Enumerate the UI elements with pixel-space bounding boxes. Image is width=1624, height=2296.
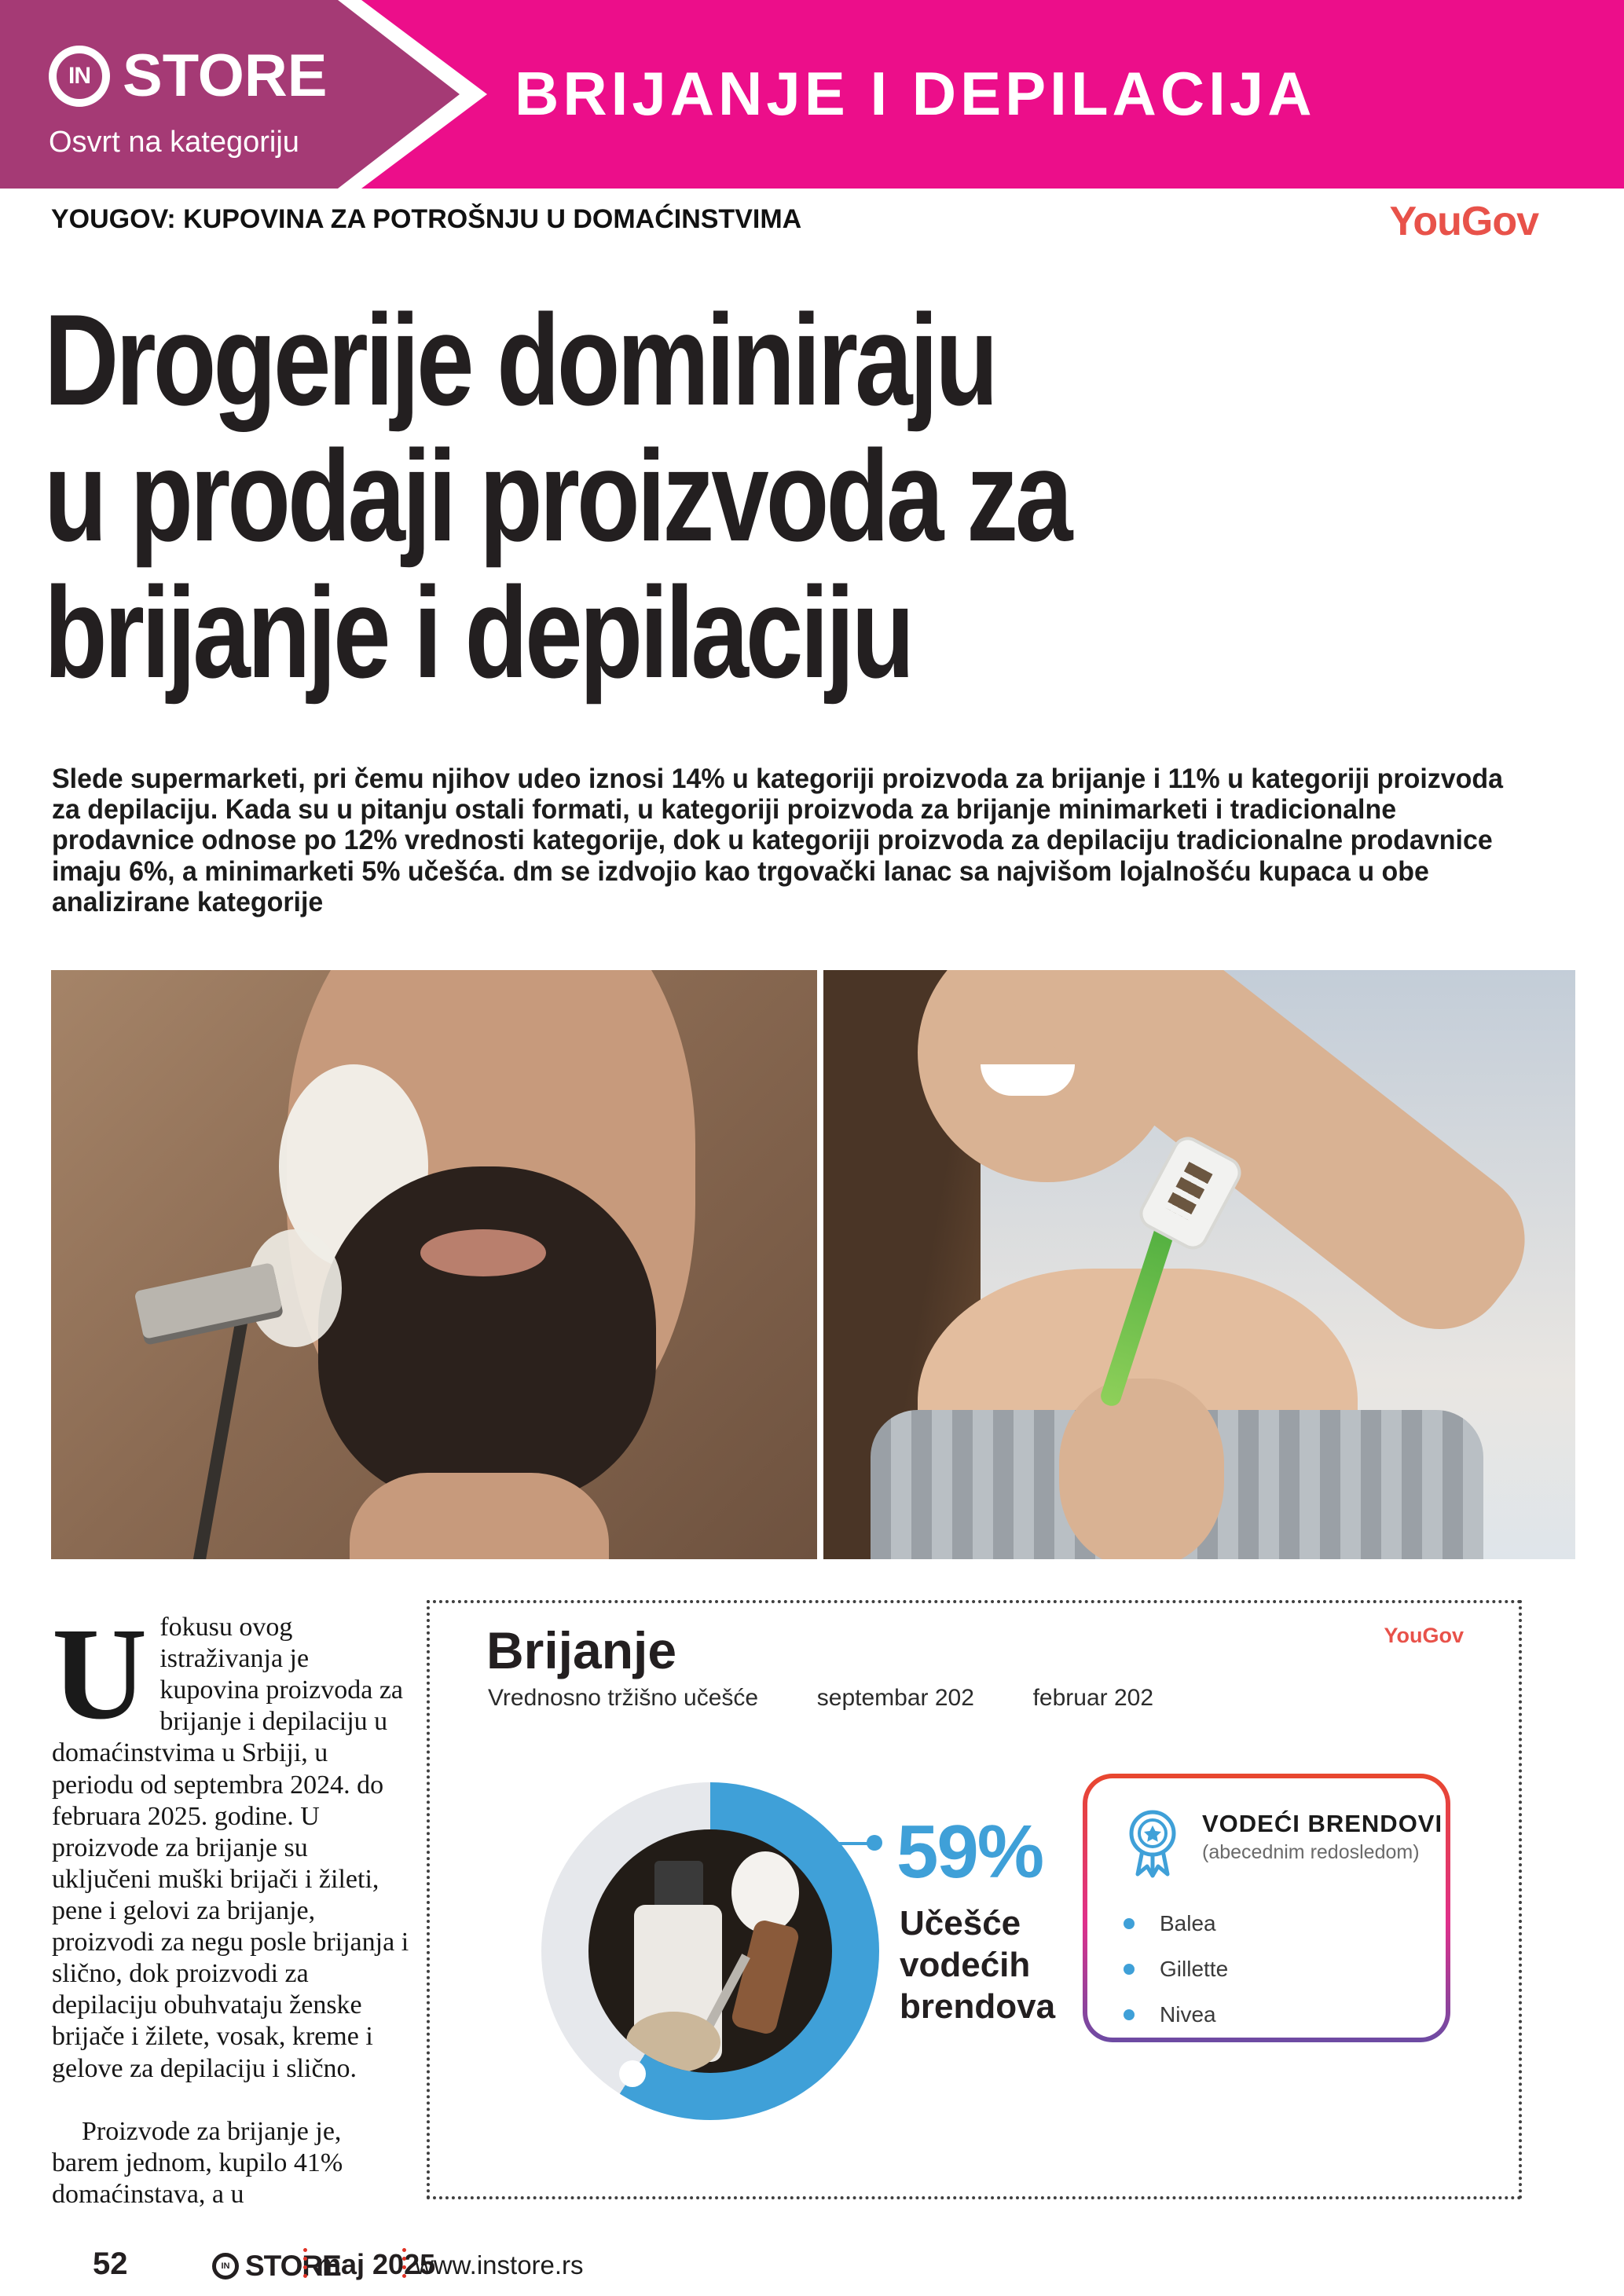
donut-arc-end-dot — [619, 2060, 646, 2087]
brand-name: Nivea — [1160, 2002, 1216, 2027]
kicker-heading: YOUGOV: KUPOVINA ZA POTROŠNJU U DOMAĆINSTVIMA — [51, 204, 802, 234]
callout-leader-line — [812, 1842, 873, 1845]
caption-line-2: vodećih — [900, 1945, 1031, 1984]
donut-value-caption — [900, 1903, 1055, 2027]
brands-card-title: VODEĆI BRENDOVI — [1202, 1810, 1443, 1837]
footer-separator-dotted — [303, 2248, 307, 2278]
instore-logo-circle-icon — [49, 46, 110, 107]
article-headline — [44, 287, 1070, 705]
razor-handle-shape — [173, 1309, 249, 1559]
chart-title: Brijanje — [486, 1621, 677, 1679]
instore-logo-text: STORE — [123, 42, 328, 109]
caption-line-3: brendova — [900, 1987, 1056, 2026]
bullet-dot-icon — [1124, 1964, 1135, 1975]
brand-list-item — [1124, 1946, 1228, 1992]
footer-logo-text: STORE — [245, 2250, 341, 2282]
article-paragraph-2: Proizvode za brijanje je, barem jednom, kupilo 41% domaćinstava, a u — [52, 2116, 343, 2209]
beard-shape — [318, 1166, 656, 1504]
brand-name: Gillette — [1160, 1957, 1229, 1981]
headline-line-1: Drogerije dominiraju — [44, 287, 995, 432]
lips-shape — [420, 1229, 546, 1276]
woman-hand-shape — [1059, 1379, 1224, 1559]
instore-logo — [49, 42, 328, 109]
dropcap: U — [52, 1601, 148, 1747]
footer-logo-circle-icon — [212, 2253, 239, 2280]
donut-inner-photo — [588, 1829, 832, 2073]
article-paragraph-1-text: fokusu ovog istraživanja je kupovina proizvoda za brijanje i depilaciju u domaćinstvima u Srbiji, u periodu od septembra 2024. do februara 2025. godine. U proizvode za brijanje su uključeni muški brijači i žileti, pene i gelovi za brijanje, proizvodi za negu posle brijanja i slično, dok proizvodi za depilaciju obuhvataju ženske brijače i žilete, vosak, kreme i gelove za depilaciju i slično. — [52, 1613, 409, 2083]
headline-line-3: brijanje i depilaciju — [44, 559, 912, 705]
caption-line-1: Učešće — [900, 1904, 1021, 1943]
footer-logo-circle-text: IN — [221, 2261, 230, 2271]
yougov-logo-small: YouGov — [1384, 1624, 1464, 1647]
brands-card-subtitle: (abecednim redosledom) — [1202, 1841, 1420, 1863]
brand-list-item — [1124, 1992, 1228, 2038]
brand-list-item — [1124, 1901, 1228, 1946]
chart-subtitle-period-end: februar 202 — [1032, 1685, 1154, 1711]
bottle-cap-shape — [654, 1861, 703, 1910]
article-body-column — [52, 1601, 410, 2210]
neck-shape — [350, 1473, 609, 1559]
shaving-brush-handle-shape — [730, 1918, 801, 2036]
chart-box-brijanje — [427, 1600, 1522, 2199]
bullet-dot-icon — [1124, 1918, 1135, 1929]
chart-subtitle — [488, 1685, 1153, 1712]
brand-name: Balea — [1160, 1911, 1216, 1935]
article-paragraph-1 — [52, 1601, 410, 2085]
footer-separator-dotted-2 — [402, 2248, 406, 2278]
award-rosette-icon — [1119, 1805, 1186, 1884]
brands-list — [1124, 1901, 1228, 2038]
footer-issue: maj 2025 — [316, 2248, 436, 2280]
intro-paragraph: Slede supermarketi, pri čemu njihov udeo iznosi 14% u kategoriji proizvoda za brijanje i 11% u kategoriji proizvoda za depilaciju. Kada su u pitanju ostali formati, u kategoriji proizvoda za brijanje minimarketi i tradicionalne prodavnice odnose po 12% vrednosti kategorije, dok u kategoriji proizvoda za depilaciju tradicionalne prodavnice imaju 6%, a minimarketi 5% učešća. dm se izdvojio kao trgovački lanac sa najvišom lojalnošću kupaca u obe analizirane kategorije — [52, 764, 1504, 917]
page-number: 52 — [93, 2247, 128, 2281]
category-title: BRIJANJE I DEPILACIJA — [515, 59, 1316, 128]
headline-line-2: u prodaji proizvoda za — [44, 423, 1070, 569]
donut-chart — [541, 1782, 879, 2120]
page-footer — [0, 2245, 1624, 2284]
photo-woman-depilation — [823, 970, 1575, 1559]
chart-subtitle-period-start: septembar 202 — [816, 1685, 974, 1711]
instore-logo-circle-text: IN — [68, 63, 90, 89]
photo-man-shaving — [51, 970, 817, 1559]
footer-website: www.instore.rs — [415, 2250, 584, 2280]
bullet-dot-icon — [1124, 2009, 1135, 2020]
leading-brands-card-inner — [1087, 1778, 1446, 2038]
header-tagline: Osvrt na kategoriju — [49, 126, 299, 159]
callout-leader-dot — [867, 1835, 882, 1851]
header-band — [0, 0, 1624, 189]
yougov-logo: YouGov — [1389, 199, 1538, 244]
leading-brands-card — [1083, 1774, 1450, 2042]
chart-subtitle-prefix: Vrednosno tržišno učešće — [488, 1685, 759, 1711]
donut-value-label: 59% — [896, 1810, 1043, 1894]
